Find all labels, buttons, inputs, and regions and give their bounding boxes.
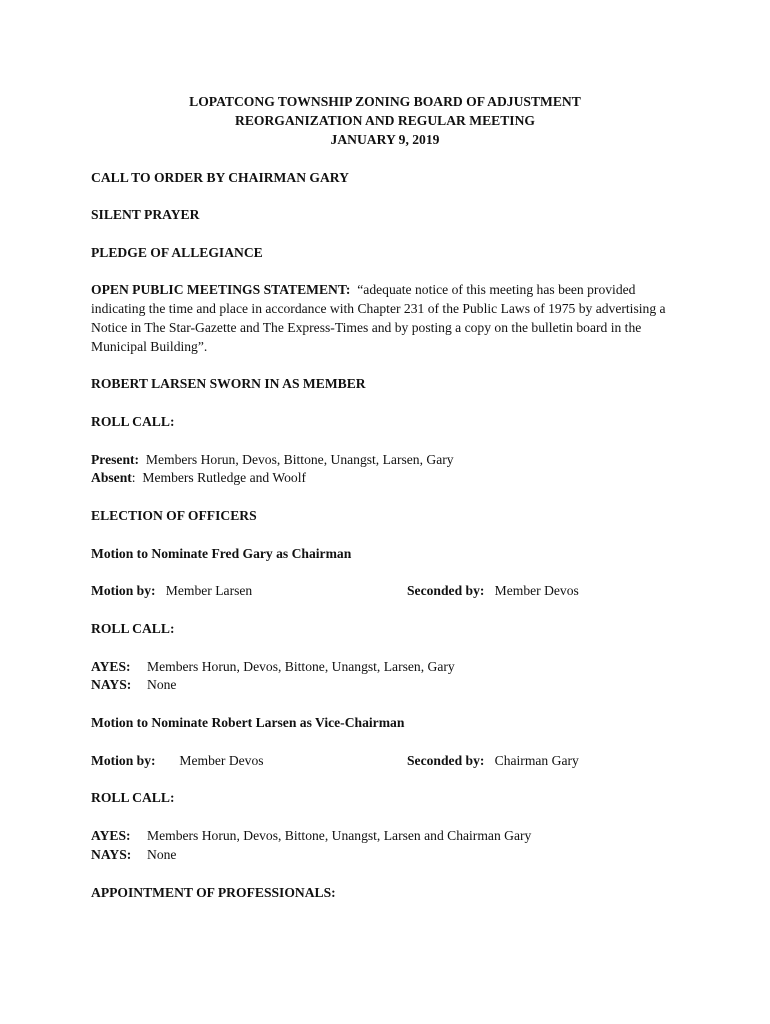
appointment-heading: APPOINTMENT OF PROFESSIONALS: [91, 885, 336, 900]
motion-by-label: Motion by: [91, 753, 156, 768]
ayes-line [91, 659, 455, 675]
present-line [91, 452, 454, 468]
absent-label: Absent [91, 470, 132, 485]
sworn-in-heading: ROBERT LARSEN SWORN IN AS MEMBER [91, 376, 366, 391]
motion-chairman-motion-by [91, 583, 252, 599]
opma-text-line1: “adequate notice of this meeting has been provided [357, 282, 636, 297]
seconded-by-label: Seconded by: [407, 753, 485, 768]
motion-vice-chairman-title: Motion to Nominate Robert Larsen as Vice-Chairman [91, 715, 405, 730]
election-heading: ELECTION OF OFFICERS [91, 508, 257, 523]
motion-vice-motion-by [91, 753, 264, 769]
motion-chairman-seconded-by [407, 583, 579, 599]
motion-by-value: Member Larsen [165, 583, 253, 598]
seconded-by-value: Chairman Gary [494, 753, 579, 768]
roll-call-heading: ROLL CALL: [91, 790, 175, 805]
motion-chairman-title: Motion to Nominate Fred Gary as Chairman [91, 546, 352, 561]
ayes-label: AYES: [91, 828, 131, 843]
ayes-line [91, 828, 531, 844]
meeting-date: JANUARY 9, 2019 [330, 132, 440, 147]
ayes-value: Members Horun, Devos, Bittone, Unangst, Larsen, Gary [147, 659, 455, 674]
opma-first-line [91, 282, 635, 298]
roll-call-heading: ROLL CALL: [91, 414, 175, 429]
nays-line [91, 847, 176, 863]
nays-value: None [147, 847, 177, 862]
motion-by-label: Motion by: [91, 583, 156, 598]
opma-text-line4: Municipal Building”. [91, 339, 208, 354]
call-to-order-heading: CALL TO ORDER BY CHAIRMAN GARY [91, 170, 349, 185]
opma-heading: OPEN PUBLIC MEETINGS STATEMENT: [91, 282, 351, 297]
absent-line [91, 470, 306, 486]
roll-call-heading: ROLL CALL: [91, 621, 175, 636]
nays-line [91, 677, 176, 693]
document-title: LOPATCONG TOWNSHIP ZONING BOARD OF ADJUSTMENT [189, 94, 581, 109]
motion-by-value: Member Devos [179, 753, 264, 768]
opma-text-line2: indicating the time and place in accordance with Chapter 231 of the Public Laws of 1975 by advertising a [91, 301, 666, 316]
nays-value: None [147, 677, 177, 692]
opma-text-line3: Notice in The Star-Gazette and The Express-Times and by posting a copy on the bulletin board in the [91, 320, 642, 335]
meeting-type: REORGANIZATION AND REGULAR MEETING [235, 113, 535, 128]
seconded-by-value: Member Devos [494, 583, 579, 598]
nays-label: NAYS: [91, 677, 132, 692]
ayes-label: AYES: [91, 659, 131, 674]
present-value: Members Horun, Devos, Bittone, Unangst, Larsen, Gary [145, 452, 454, 467]
seconded-by-label: Seconded by: [407, 583, 485, 598]
absent-value: Members Rutledge and Woolf [142, 470, 307, 485]
nays-label: NAYS: [91, 847, 132, 862]
silent-prayer-heading: SILENT PRAYER [91, 207, 200, 222]
pledge-heading: PLEDGE OF ALLEGIANCE [91, 245, 263, 260]
present-label: Present: [91, 452, 140, 467]
ayes-value: Members Horun, Devos, Bittone, Unangst, Larsen and Chairman Gary [147, 828, 532, 843]
motion-vice-seconded-by [407, 753, 579, 769]
absent-colon: : [131, 470, 136, 485]
